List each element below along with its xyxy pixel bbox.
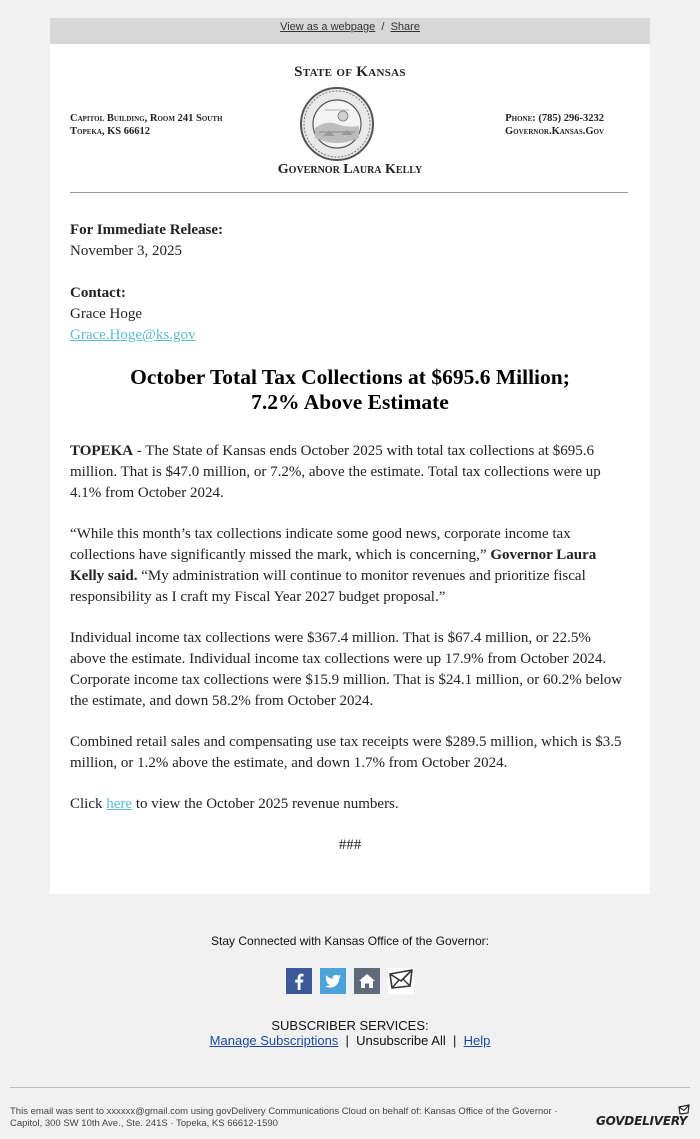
spacer: [70, 774, 630, 794]
view-as-webpage-link[interactable]: View as a webpage: [280, 21, 376, 33]
paragraph-5-prefix: Click: [70, 796, 107, 812]
footer-note-body: using govDelivery Communications Cloud on behalf of: Kansas Office of the Governor · Capitol, 300 SW 10th Ave., Ste. 241S · Topeka, KS 66612-1590: [10, 1106, 558, 1129]
kansas-state-seal: [299, 86, 375, 162]
contact-email-link[interactable]: Grace.Hoge@ks.gov: [70, 327, 196, 343]
envelope-icon: [678, 1104, 690, 1116]
paragraph-2: [70, 524, 630, 608]
letterhead-address: [70, 112, 222, 138]
govdelivery-brand: GOVDELIVERY: [596, 1114, 688, 1128]
twitter-icon[interactable]: [320, 968, 346, 994]
facebook-icon[interactable]: [286, 968, 312, 994]
paragraph-5: [70, 794, 630, 815]
release-date: November 3, 2025: [70, 243, 183, 259]
footer-note-prefix: This email was sent to: [10, 1106, 107, 1117]
address-line-1: Capitol Building, Room 241 South: [70, 113, 223, 124]
spacer: [70, 608, 630, 628]
press-release-card: [50, 44, 650, 894]
spacer: [70, 815, 630, 835]
letterhead-website: Governor.Kansas.Gov: [505, 126, 604, 137]
footer-divider: [10, 1087, 690, 1088]
subscriber-links: Manage Subscriptions | Unsubscribe All | Help: [209, 1033, 491, 1048]
spacer: [70, 504, 630, 524]
manage-subscriptions-link[interactable]: Manage Subscriptions: [209, 1033, 339, 1048]
release-body: [70, 220, 630, 856]
paragraph-1: [70, 441, 630, 504]
stay-connected-text: Stay Connected with Kansas Office of the Governor:: [211, 934, 489, 948]
revenue-numbers-link[interactable]: here: [106, 796, 133, 812]
contact-name: Grace Hoge: [70, 306, 143, 322]
social-icons-row: [286, 968, 414, 994]
spacer: [70, 346, 630, 365]
letterhead-governor: Governor Laura Kelly: [277, 162, 423, 177]
end-mark: ###: [338, 837, 362, 853]
spacer: [70, 712, 630, 732]
unsubscribe-all-link[interactable]: Unsubscribe All: [356, 1033, 446, 1048]
share-link[interactable]: Share: [390, 21, 420, 33]
headline-line-2: 7.2% Above Estimate: [251, 390, 449, 414]
quote-part-2: “My administration will continue to monitor revenues and prioritize fiscal responsibility as I craft my Fiscal Year 2027 budget proposal.”: [70, 568, 586, 605]
recipient-email: xxxxxx@gmail.com: [106, 1106, 189, 1117]
letterhead-title: State of Kansas: [294, 64, 406, 80]
top-bar-separator: /: [381, 21, 385, 33]
govdelivery-logo[interactable]: [596, 1110, 692, 1134]
paragraph-3: Individual income tax collections were $367.4 million. That is $67.4 million, or 22.5% above the estimate. Individual income tax collections were up 17.9% from October 2024. Corporate income tax collections were $15.9 million. That is $24.1 million, or 60.2% below the estimate, and down 58.2% from October 2024.: [70, 630, 623, 709]
paragraph-5-suffix: to view the October 2025 revenue numbers.: [132, 796, 399, 812]
paragraph-1-text: - The State of Kansas ends October 2025 with total tax collections at $695.6 million. That is $47.0 million, or 7.2%, above the estimate. Total tax collections were up 4.1% from October 2024.: [70, 443, 601, 501]
footer-disclaimer: [10, 1106, 590, 1129]
quote-part-1: “While this month’s tax collections indicate some good news, corporate income tax collections have significantly missed the mark, which is concerning,”: [70, 526, 571, 563]
spacer: [70, 415, 630, 441]
paragraph-4: Combined retail sales and compensating use tax receipts were $289.5 million, which is $3.5 million, or 1.2% above the estimate, and down 1.7% from October 2024.: [70, 734, 622, 771]
release-label: For Immediate Release:: [70, 222, 224, 238]
letterhead-contact: [505, 112, 604, 138]
headline-line-1: October Total Tax Collections at $695.6 Million;: [130, 365, 570, 389]
spacer: [70, 262, 630, 283]
subscriber-services-title: SUBSCRIBER SERVICES:: [271, 1018, 429, 1033]
email-icon[interactable]: [388, 968, 414, 994]
letterhead-divider: [70, 192, 628, 193]
contact-label: Contact:: [70, 285, 126, 301]
quote-speaker: Governor Laura Kelly said.: [70, 547, 597, 584]
address-line-2: Topeka, KS 66612: [70, 126, 151, 137]
dateline: TOPEKA: [70, 443, 134, 459]
home-icon[interactable]: [354, 968, 380, 994]
view-as-webpage-bar: [50, 18, 650, 44]
help-link[interactable]: Help: [463, 1033, 491, 1048]
letterhead-phone: Phone: (785) 296-3232: [505, 113, 604, 124]
